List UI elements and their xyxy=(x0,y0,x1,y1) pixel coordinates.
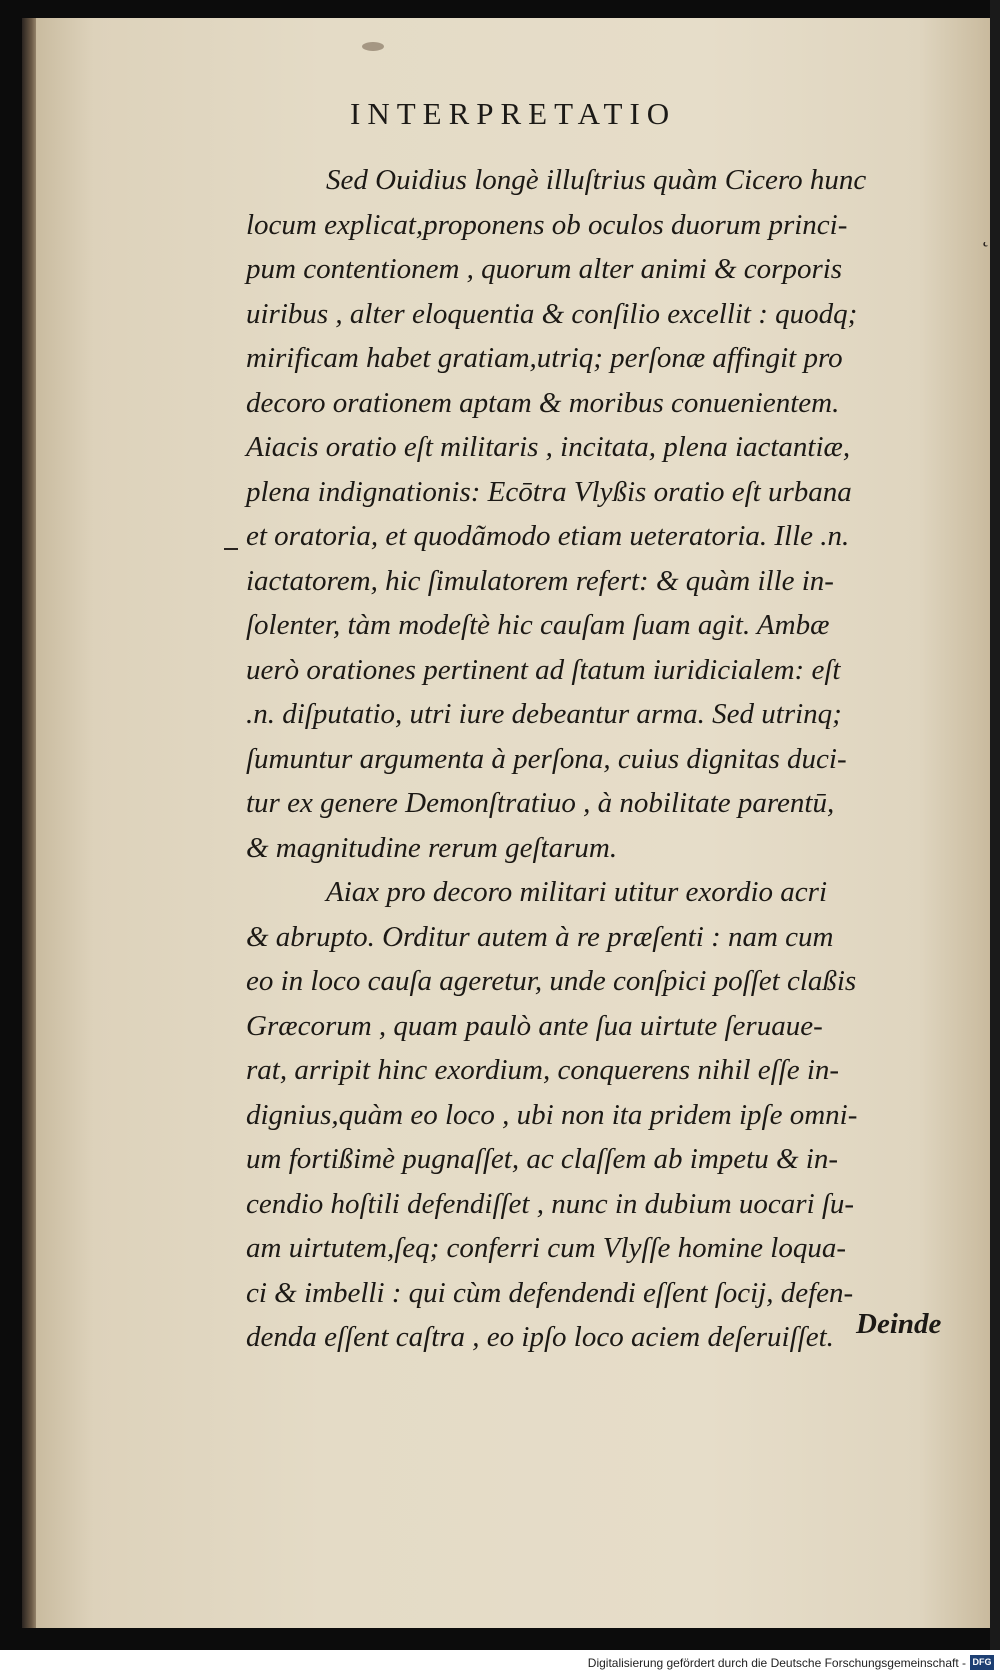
text-line: iactatorem, hic ſimulatorem refert: & quàm ille in- xyxy=(246,564,834,597)
text-line: plena indignationis: Ecōtra Vlyßis oratio eſt urbana xyxy=(246,475,852,508)
text-line: uerò orationes pertinent ad ſtatum iuridicialem: eſt xyxy=(246,653,841,686)
text-line: Græcorum , quam paulò ante ſua uirtute ſeruaue- xyxy=(246,1009,823,1042)
text-line: & magnitudine rerum geſtarum. xyxy=(246,831,618,864)
text-line: & abrupto. Orditur autem à re præſenti : nam cum xyxy=(246,920,834,953)
catchword: Deinde xyxy=(856,1308,942,1340)
text-line: .n. diſputatio, utri iure debeantur arma. Sed utrinq; xyxy=(246,698,842,730)
text-line: uiribus , alter eloquentia & conſilio excellit : quodq; xyxy=(246,297,858,330)
margin-dash-mark xyxy=(224,548,238,550)
text-line: cendio hoſtili defendiſſet , nunc in dubium uocari ſu- xyxy=(246,1187,855,1220)
text-line: locum explicat,proponens ob oculos duorum princi- xyxy=(246,208,848,241)
text-line: denda eſſent caſtra , eo ipſo loco aciem deſeruiſſet. xyxy=(246,1321,834,1353)
ink-smudge xyxy=(362,42,384,51)
scan-right-border xyxy=(990,0,1000,1650)
text-line: rat, arripit hinc exordium, conquerens nihil eſſe in- xyxy=(246,1054,840,1086)
dfg-logo-icon: DFG xyxy=(970,1655,994,1670)
text-line: pum contentionem , quorum alter animi & corporis xyxy=(246,253,843,285)
text-line: dignius,quàm eo loco , ubi non ita pridem ipſe omni- xyxy=(246,1098,858,1131)
text-line: ſolenter, tàm modeſtè hic cauſam ſuam agit. Ambæ xyxy=(246,609,830,641)
text-line: Aiacis oratio eſt militaris , incitata, plena iactantiæ, xyxy=(246,431,851,463)
text-line: tur ex genere Demonſtratiuo , à nobilitate parentū, xyxy=(246,787,835,819)
body-text xyxy=(246,158,956,1360)
running-head: INTERPRETATIO xyxy=(350,96,677,131)
text-line: ci & imbelli : qui cùm defendendi eſſent ſocij, defen- xyxy=(246,1276,854,1309)
text-line: am uirtutem,ſeq; conferri cum Vlyſſe homine loqua- xyxy=(246,1232,847,1264)
text-line: et oratoria, et quodãmodo etiam ueteratoria. Ille .n. xyxy=(246,520,850,552)
text-line: decoro orationem aptam & moribus conuenientem. xyxy=(246,386,840,419)
text-line: mirificam habet gratiam,utriq; perſonæ affingit pro xyxy=(246,342,843,374)
digitization-credit: Digitalisierung gefördert durch die Deutsche Forschungsgemeinschaft - xyxy=(587,1656,966,1670)
margin-mark-icon: ˛ xyxy=(982,222,990,247)
text-line: um fortißimè pugnaſſet, ac claſſem ab impetu & in- xyxy=(246,1143,838,1175)
text-line: Aiax pro decoro militari utitur exordio acri xyxy=(326,876,828,908)
text-line: ſumuntur argumenta à perſona, cuius dignitas duci- xyxy=(246,742,847,775)
text-line: Sed Ouidius longè illuſtrius quàm Cicero hunc xyxy=(326,164,867,196)
text-line: eo in loco cauſa ageretur, unde conſpici poſſet claßis xyxy=(246,965,857,997)
